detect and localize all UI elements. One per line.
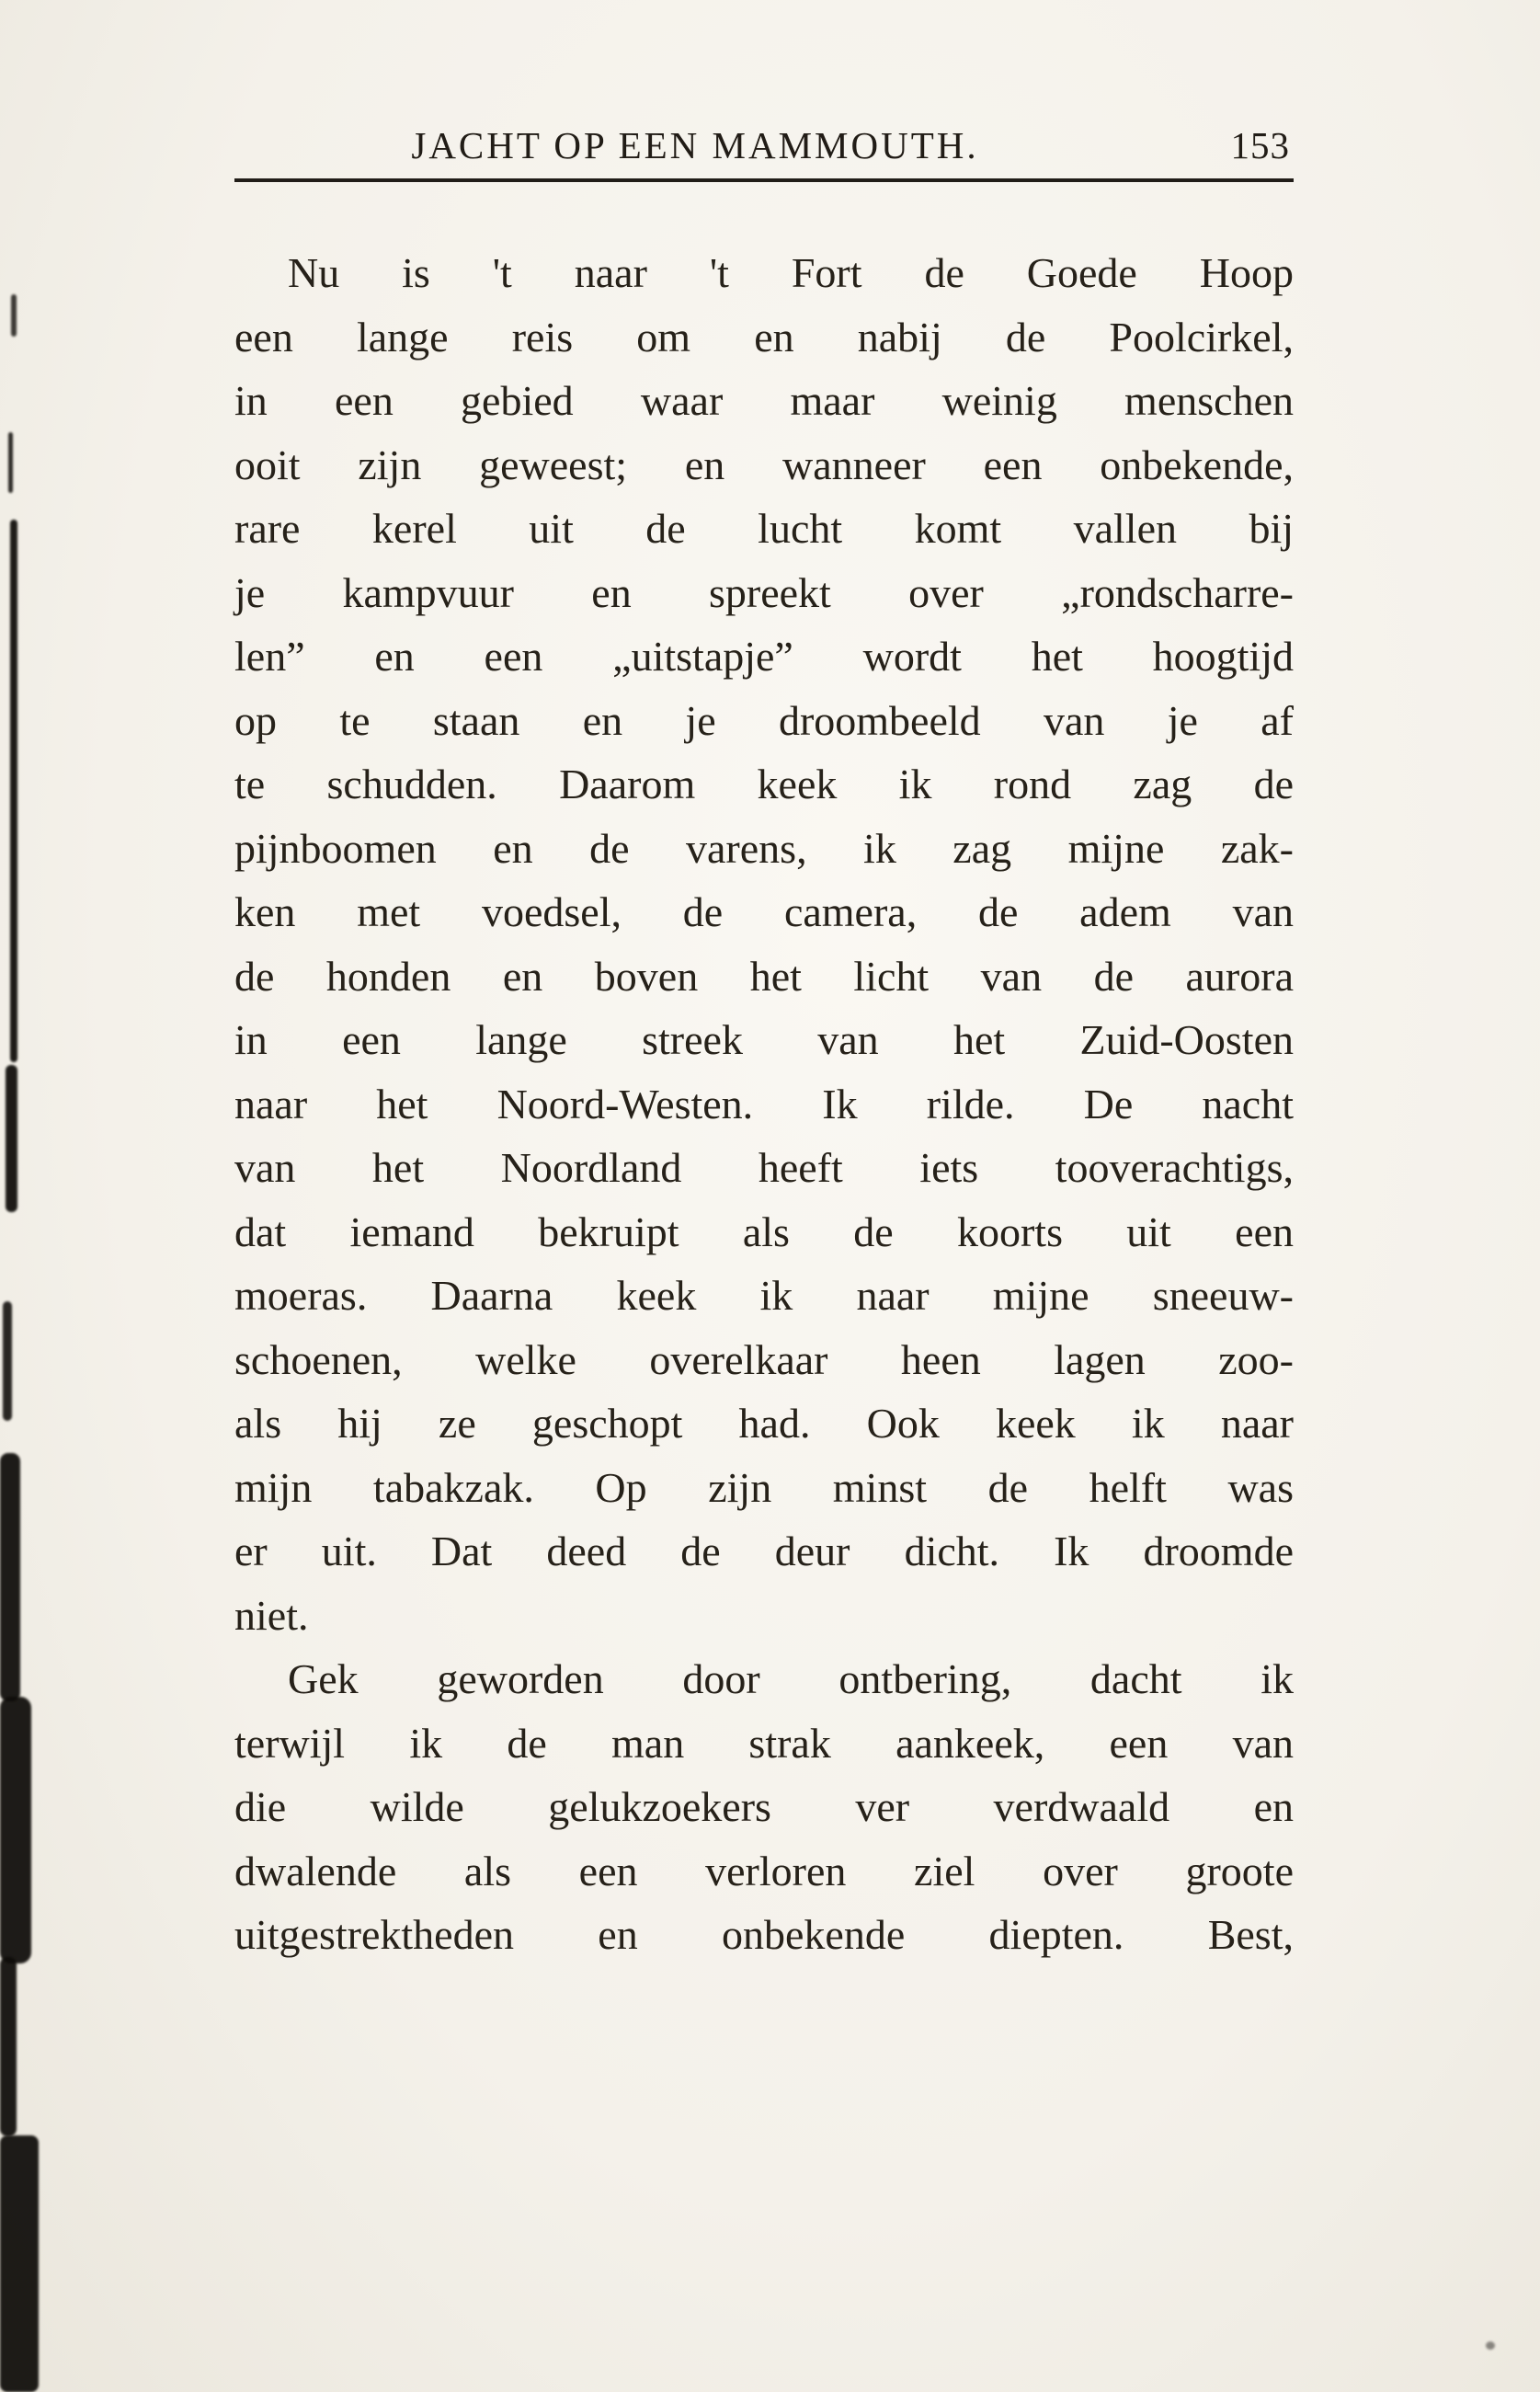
text-line: mijn tabakzak. Op zijn minst de helft was	[234, 1463, 1294, 1511]
text-line: uitgestrektheden en onbekende diepten. Best,	[234, 1911, 1294, 1958]
chapter-title: JACHT OP EEN MAMMOUTH.	[411, 124, 979, 166]
paragraph-1	[234, 241, 1294, 1647]
text-line: dat iemand bekruipt als de koorts uit een	[234, 1207, 1294, 1255]
text-line: terwijl ik de man strak aankeek, een van	[234, 1719, 1294, 1767]
text-line: rare kerel uit de lucht komt vallen bij	[234, 505, 1294, 552]
page-body	[234, 241, 1294, 1967]
scan-artifact	[11, 294, 17, 337]
text-line: van het Noordland heeft iets tooverachtigs,	[234, 1144, 1294, 1191]
page-number: 153	[1230, 124, 1290, 166]
scan-artifact	[0, 1697, 31, 1963]
scan-artifact	[10, 520, 17, 1062]
text-line: len” en een „uitstapje” wordt het hoogtijd	[234, 633, 1294, 680]
text-line: je kampvuur en spreekt over „rondscharre-	[234, 568, 1294, 616]
scan-artifact	[0, 2135, 39, 2392]
text-line: ooit zijn geweest; en wanneer een onbekende,	[234, 441, 1294, 488]
text-line: de honden en boven het licht van de aurora	[234, 952, 1294, 1000]
text-line: schoenen, welke overelkaar heen lagen zoo-	[234, 1335, 1294, 1383]
text-line: pijnboomen en de varens, ik zag mijne zak-	[234, 824, 1294, 872]
text-line: op te staan en je droombeeld van je af	[234, 696, 1294, 744]
text-line: er uit. Dat deed de deur dicht. Ik droomde	[234, 1528, 1294, 1574]
scan-speck	[1486, 2341, 1495, 2350]
text-line: ken met voedsel, de camera, de adem van	[234, 888, 1294, 935]
text-line: naar het Noord-Westen. Ik rilde. De nacht	[234, 1080, 1294, 1127]
text-line: Gek geworden door ontbering, dacht ik	[288, 1655, 1294, 1702]
scan-artifact	[8, 432, 13, 493]
text-line: niet.	[234, 1591, 309, 1639]
text-line: een lange reis om en nabij de Poolcirkel,	[234, 313, 1294, 361]
text-line: in een gebied waar maar weinig menschen	[234, 377, 1294, 424]
text-line: te schudden. Daarom keek ik rond zag de	[234, 761, 1294, 807]
page-header	[234, 118, 1294, 182]
scan-artifact	[6, 1065, 17, 1212]
text-line: die wilde gelukzoekers ver verdwaald en	[234, 1783, 1294, 1830]
text-line: moeras. Daarna keek ik naar mijne sneeuw-	[234, 1272, 1294, 1319]
scan-artifact	[0, 1957, 17, 2136]
scan-artifact	[0, 1453, 20, 1701]
text-line: als hij ze geschopt had. Ook keek ik naar	[234, 1400, 1294, 1447]
text-line: Nu is 't naar 't Fort de Goede Hoop	[288, 249, 1294, 296]
text-line: in een lange streek van het Zuid-Oosten	[234, 1016, 1294, 1063]
paragraph-2	[234, 1647, 1294, 1967]
scan-artifact	[3, 1301, 12, 1421]
text-line: dwalende als een verloren ziel over groote	[234, 1847, 1294, 1894]
